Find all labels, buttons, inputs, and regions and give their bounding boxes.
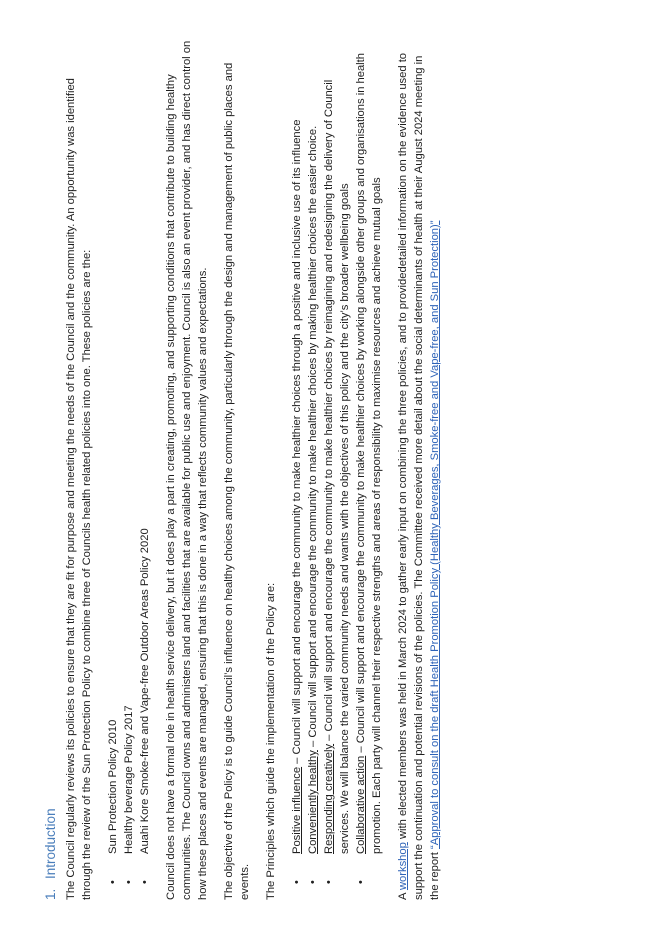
list-item: • Auahi Kore Smoke-free and Vape-free Outdoor Areas Policy 2020	[137, 40, 153, 900]
principle-item	[289, 40, 305, 900]
principle-term: Conveniently healthy	[307, 750, 319, 854]
workshop-paragraph	[395, 40, 443, 900]
workshop-text: with elected members was held in March 2024 to gather early input on combining the three policies, and to providedetailed information on the evidence used to support the continuation and potential revisions of the policies. The Committee received more detail about the social determinants of health at their August 2024 meeting in the report	[397, 52, 441, 900]
list-item: • Healthy beverage Policy 2017	[121, 40, 137, 900]
principle-text: – Council will support and encourage the community to make healthier choices by reimagining and redesigning the delivery of Council services. We will balance the varied community needs and wants with the objectives of this policy and the city’s broader wellbeing goals	[323, 79, 351, 854]
principle-item	[321, 40, 353, 900]
principle-item	[305, 40, 321, 900]
principle-term: Responding creatively	[323, 743, 335, 854]
section-heading	[42, 40, 60, 900]
policy-list	[105, 40, 153, 900]
list-item: • Sun Protection Policy 2010	[105, 40, 121, 900]
workshop-prefix: A	[397, 890, 409, 900]
section-number: 1.	[43, 888, 58, 900]
principle-term: Collaborative action	[355, 755, 367, 854]
principles-list	[289, 40, 385, 900]
principle-term: Positive influence	[291, 766, 303, 854]
document-page	[42, 40, 602, 900]
section-title: Introduction	[43, 808, 58, 879]
principle-text: – Council will support and encourage the community to make healthier choices through a positive and inclusive use of its influence	[291, 119, 303, 767]
intro-paragraph: The Council regularly reviews its policies to ensure that they are fit for purpose and meeting the needs of the Council and the community. An opportunity was identified through the review of the Sun Protection Policy to combine three of Councils health related policies into one. These policies are the:	[65, 78, 93, 900]
principle-text: – Council will support and encourage the community to make healthier choices by making healthier choices the easier choice.	[307, 125, 319, 751]
principle-text: – Council will support and encourage the community to make healthier choices by working alongside other groups and organisations in health promotion. Each party will channel their respective strengths and areas of responsibility to maximise resources and achieve mutual goals	[355, 52, 383, 854]
report-link[interactable]: “Approval to consult on the draft Health Promotion Policy (Healthy Beverages, Smoke-free and Vape-free, and Sun Protection)”	[429, 220, 441, 849]
role-paragraph: Council does not have a formal role in health service delivery, but it does play a part in creating, promoting, and supporting conditions that contribute to building healthy communities. The Council owns and administers land and facilities that are available for public use and enjoyment. Council is also an event provider, and has direct control on how these places and events are managed, ensuring that this is done in a way that reflects community values and expectations.	[165, 40, 209, 900]
principles-intro: The Principles which guide the implementation of the Policy are:	[265, 582, 277, 900]
principle-item	[353, 40, 385, 900]
workshop-link[interactable]: workshop	[397, 842, 409, 891]
objective-paragraph: The objective of the Policy is to guide Council’s influence on healthy choices among the community, particularly through the design and management of public places and events.	[223, 62, 251, 900]
